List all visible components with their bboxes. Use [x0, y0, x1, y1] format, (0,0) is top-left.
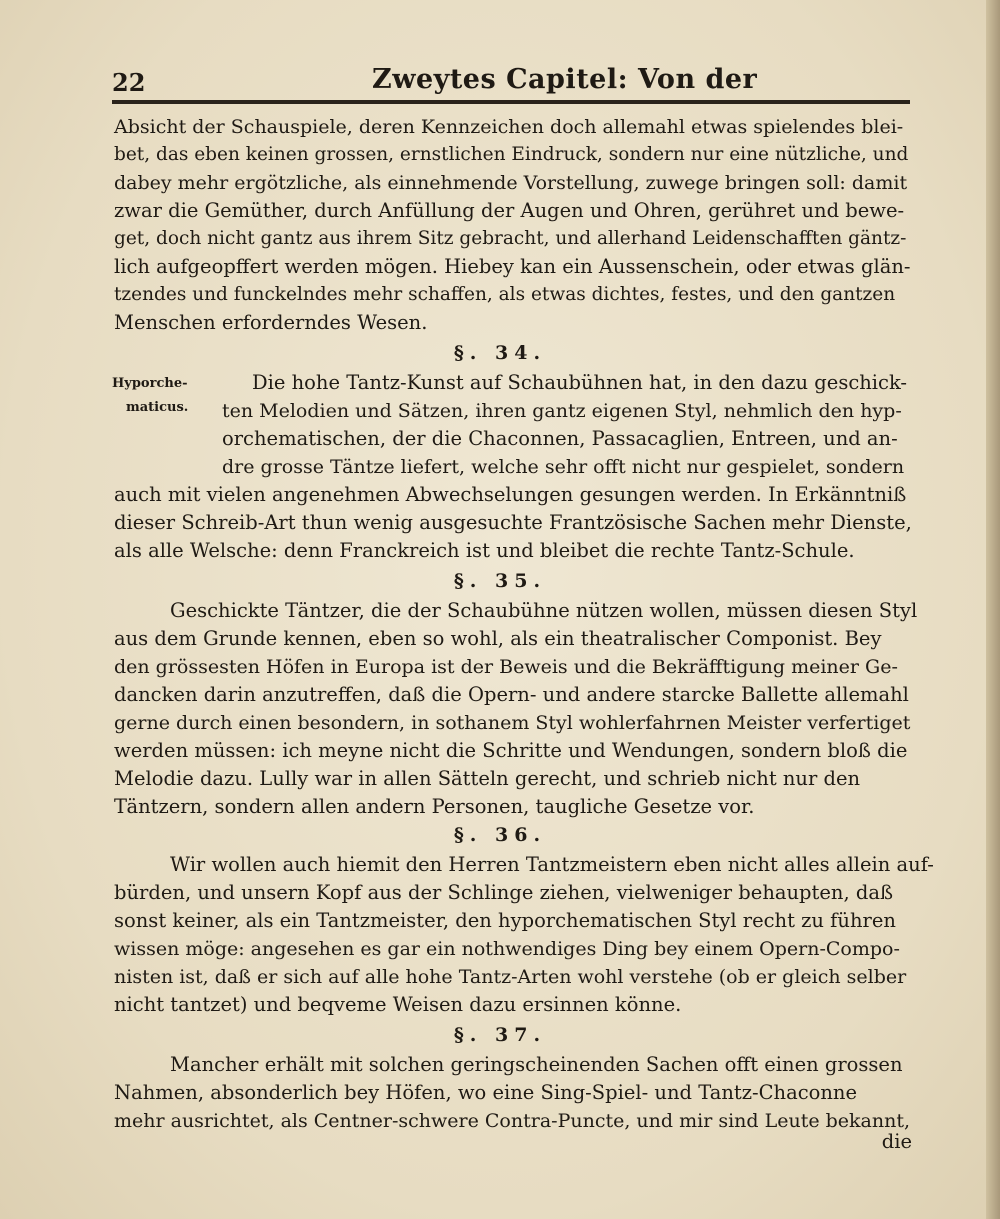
text-line: dieser Schreib-Art thun wenig ausgesuchte Frantzösische Sachen mehr Dienste,: [114, 511, 912, 534]
page-number: 22: [112, 68, 146, 97]
text-line: Melodie dazu. Lully war in allen Sätteln gerecht, und schrieb nicht nur den: [114, 767, 861, 790]
text-line: bet, das eben keinen grossen, ernstlichen Eindruck, sondern nur eine nützliche, und: [114, 144, 909, 165]
text-line: Nahmen, absonderlich bey Höfen, wo eine Sing-Spiel- und Tantz-Chaconne: [114, 1081, 858, 1104]
text-line: Wir wollen auch hiemit den Herren Tantzmeistern eben nicht alles allein auf-: [170, 853, 934, 876]
text-line: ten Melodien und Sätzen, ihren gantz eigenen Styl, nehmlich den hyp-: [222, 400, 902, 422]
header-rule: [112, 100, 910, 104]
section-heading: §. 36.: [453, 824, 547, 846]
text-line: dabey mehr ergötzliche, als einnehmende Vorstellung, zuwege bringen soll: damit: [114, 172, 908, 194]
text-line: Menschen erforderndes Wesen.: [114, 311, 428, 334]
text-line: lich aufgeopffert werden mögen. Hiebey kan ein Aussenschein, oder etwas glän-: [114, 255, 911, 278]
text-line: gerne durch einen besondern, in sothanem Styl wohlerfahrnen Meister verfertiget: [114, 712, 911, 734]
text-line: get, doch nicht gantz aus ihrem Sitz gebracht, und allerhand Leidenschafften gäntz-: [114, 228, 907, 249]
text-line: dre grosse Täntze liefert, welche sehr offt nicht nur gespielet, sondern: [222, 456, 905, 478]
text-line: orchematischen, der die Chaconnen, Passacaglien, Entreen, und an-: [222, 427, 898, 450]
text-line: Mancher erhält mit solchen geringscheinenden Sachen offt einen grossen: [170, 1053, 903, 1076]
text-line: nisten ist, daß er sich auf alle hohe Tantz-Arten wohl verstehe (ob er gleich selber: [114, 966, 907, 988]
text-line: dancken darin anzutreffen, daß die Opern- und andere starcke Ballette allemahl: [114, 683, 909, 706]
catchword: die: [881, 1130, 912, 1153]
text-line: bürden, und unsern Kopf aus der Schlinge ziehen, vielweniger behaupten, daß: [114, 881, 894, 904]
text-line: auch mit vielen angenehmen Abwechselungen gesungen werden. In Erkänntniß: [114, 483, 907, 506]
text-line: wissen möge: angesehen es gar ein nothwendiges Ding bey einem Opern-Compo-: [114, 938, 900, 960]
section-heading: §. 34.: [453, 342, 547, 364]
text-line: zwar die Gemüther, durch Anfüllung der Augen und Ohren, gerühret und bewe-: [114, 199, 905, 222]
text-line: als alle Welsche: denn Franckreich ist und bleibet die rechte Tantz-Schule.: [114, 539, 855, 562]
text-line: Geschickte Täntzer, die der Schaubühne nützen wollen, müssen diesen Styl: [170, 599, 918, 622]
section-heading: §. 35.: [453, 570, 547, 592]
text-line: sonst keiner, als ein Tantzmeister, den hyporchematischen Styl recht zu führen: [114, 909, 896, 932]
text-line: den grössesten Höfen in Europa ist der Beweis und die Bekräfftigung meiner Ge-: [114, 656, 898, 678]
margin-note: Hyporche-: [112, 376, 188, 391]
text-line: mehr ausrichtet, als Centner-schwere Contra-Puncte, und mir sind Leute bekannt,: [114, 1110, 911, 1132]
page-header: [112, 64, 912, 104]
text-line: Absicht der Schauspiele, deren Kennzeichen doch allemahl etwas spielendes blei-: [114, 116, 904, 138]
text-line: werden müssen: ich meyne nicht die Schritte und Wendungen, sondern bloß die: [114, 739, 908, 762]
section-heading: §. 37.: [453, 1024, 547, 1046]
text-line: nicht tantzet) und beqveme Weisen dazu ersinnen könne.: [114, 993, 682, 1016]
text-line: tzendes und funckelndes mehr schaffen, als etwas dichtes, festes, und den gantzen: [114, 284, 896, 305]
text-line: Täntzern, sondern allen andern Personen, taugliche Gesetze vor.: [114, 795, 755, 818]
text-line: aus dem Grunde kennen, eben so wohl, als ein theatralischer Componist. Bey: [114, 627, 882, 650]
margin-note: maticus.: [126, 400, 189, 415]
text-line: Die hohe Tantz-Kunst auf Schaubühnen hat, in den dazu geschick-: [252, 371, 908, 394]
running-title: Zweytes Capitel: Von der: [372, 64, 758, 95]
